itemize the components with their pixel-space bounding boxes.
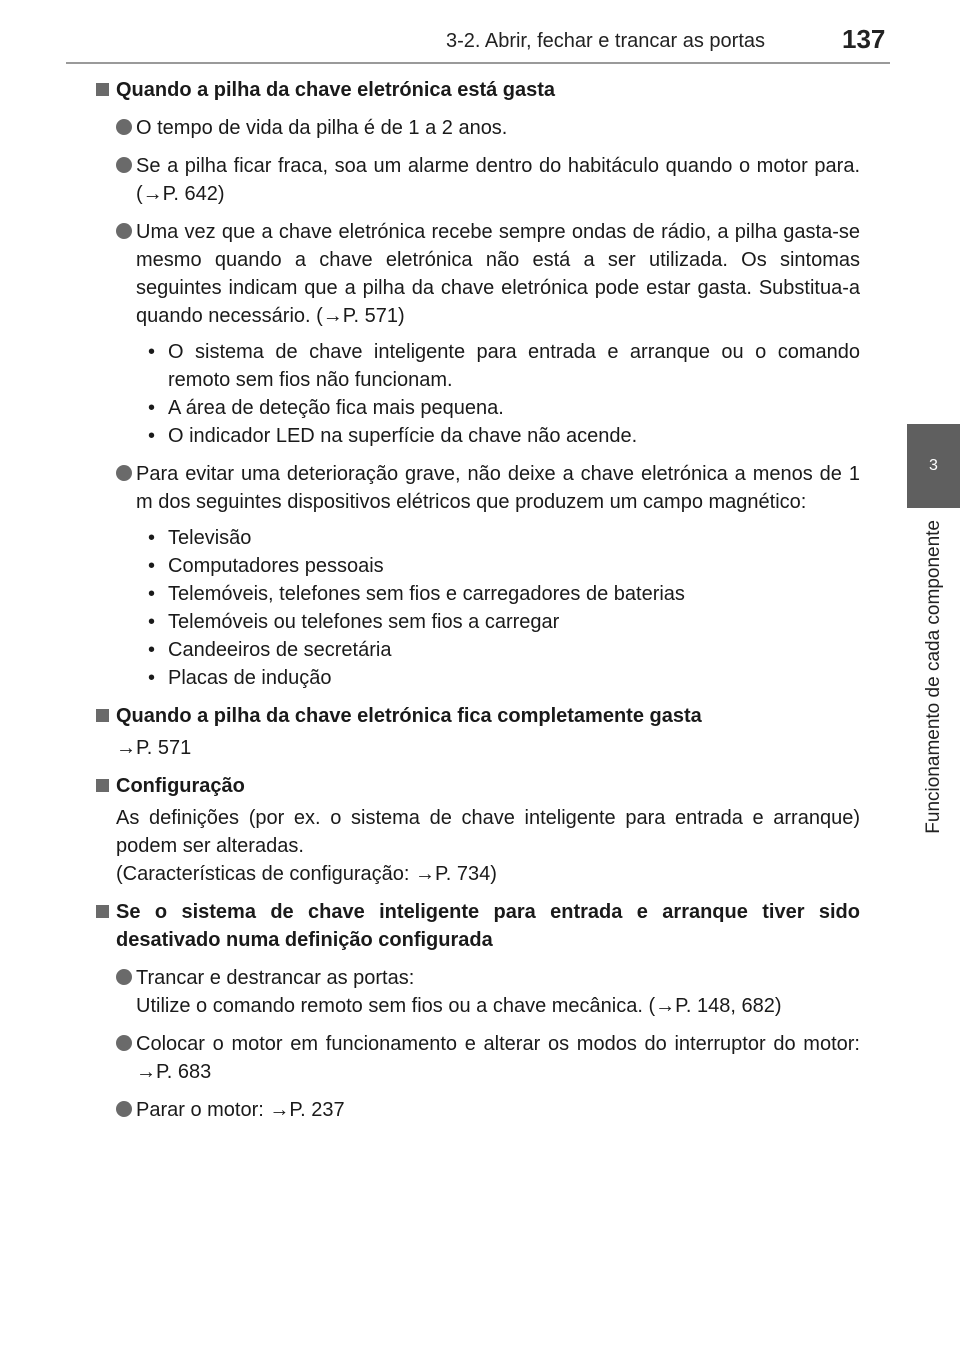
dot-item xyxy=(116,460,860,692)
dot-item-text: Uma vez que a chave eletrónica recebe sempre ondas de rádio, a pilha gasta-se mesmo quando a chave eletrónica não está a ser utilizada. Os sintomas seguintes indicam que a pilha da chave eletrónica pode estar gasta. Substitua-a quando necessário. (→P. 571) xyxy=(136,221,860,327)
dot-item-text: Para evitar uma deterioração grave, não deixe a chave eletrónica a menos de 1 m dos seguintes dispositivos elétricos que produzem um campo magnético: xyxy=(136,463,860,513)
chapter-number: 3 xyxy=(929,457,938,474)
list-item: • O indicador LED na superfície da chave não acende. xyxy=(148,422,860,450)
section-title: Se o sistema de chave inteligente para entrada e arranque tiver sido desativado numa definição configurada xyxy=(116,901,860,951)
section-title: Quando a pilha da chave eletrónica fica completamente gasta xyxy=(116,705,702,727)
symptom-list xyxy=(136,338,860,450)
round-bullet-icon xyxy=(116,465,132,481)
section-configuration xyxy=(96,772,860,888)
body-text: As definições (por ex. o sistema de chave inteligente para entrada e arranque) podem ser alteradas. xyxy=(116,807,860,857)
square-bullet-icon xyxy=(96,779,109,792)
section-smart-key-deactivated xyxy=(96,898,860,1124)
section-title: Configuração xyxy=(116,775,245,797)
dot-item-text: Trancar e destrancar as portas: xyxy=(136,967,415,989)
dot-item xyxy=(116,1030,860,1086)
header-divider xyxy=(66,62,890,64)
running-header-title: 3-2. Abrir, fechar e trancar as portas xyxy=(445,30,765,52)
dot-item-text: Se a pilha ficar fraca, soa um alarme dentro do habitáculo quando o motor para. (→P. 642) xyxy=(136,155,860,205)
dot-item-text: O tempo de vida da pilha é de 1 a 2 anos. xyxy=(136,117,508,139)
round-bullet-icon xyxy=(116,1101,132,1117)
list-item: • Telemóveis ou telefones sem fios a carregar xyxy=(148,608,860,636)
dot-item-text: Colocar o motor em funcionamento e alterar os modos do interruptor do motor: →P. 683 xyxy=(136,1033,860,1083)
list-item: • Televisão xyxy=(148,524,860,552)
dot-item-text: Utilize o comando remoto sem fios ou a chave mecânica. (→P. 148, 682) xyxy=(136,995,782,1017)
dot-item xyxy=(116,152,860,208)
round-bullet-icon xyxy=(116,119,132,135)
square-bullet-icon xyxy=(96,83,109,96)
dot-item xyxy=(116,964,860,1020)
round-bullet-icon xyxy=(116,157,132,173)
list-item: • Placas de indução xyxy=(148,664,860,692)
list-item: • Telemóveis, telefones sem fios e carregadores de baterias xyxy=(148,580,860,608)
round-bullet-icon xyxy=(116,223,132,239)
square-bullet-icon xyxy=(96,709,109,722)
chapter-title-vertical: Funcionamento de cada componente xyxy=(922,520,944,834)
round-bullet-icon xyxy=(116,969,132,985)
body-text: (Características de configuração: →P. 734) xyxy=(116,863,497,885)
page-reference: →P. 571 xyxy=(116,737,192,759)
device-list xyxy=(136,524,860,692)
section-title: Quando a pilha da chave eletrónica está gasta xyxy=(116,79,556,101)
list-item: • Candeeiros de secretária xyxy=(148,636,860,664)
round-bullet-icon xyxy=(116,1035,132,1051)
dot-item xyxy=(116,1096,860,1124)
chapter-tab-number xyxy=(907,424,960,508)
list-item: • A área de deteção fica mais pequena. xyxy=(148,394,860,422)
page-number: 137 xyxy=(842,24,886,54)
square-bullet-icon xyxy=(96,905,109,918)
list-item: • O sistema de chave inteligente para entrada e arranque ou o comando remoto sem fios não funcionam. xyxy=(148,338,860,394)
dot-item xyxy=(116,218,860,450)
section-battery-fully-depleted xyxy=(96,702,860,762)
chapter-side-label xyxy=(907,510,960,860)
list-item: • Computadores pessoais xyxy=(148,552,860,580)
dot-item-text: Parar o motor: →P. 237 xyxy=(136,1099,345,1121)
dot-item xyxy=(116,114,860,142)
page-content xyxy=(96,76,860,1134)
section-battery-depleted xyxy=(96,76,860,692)
